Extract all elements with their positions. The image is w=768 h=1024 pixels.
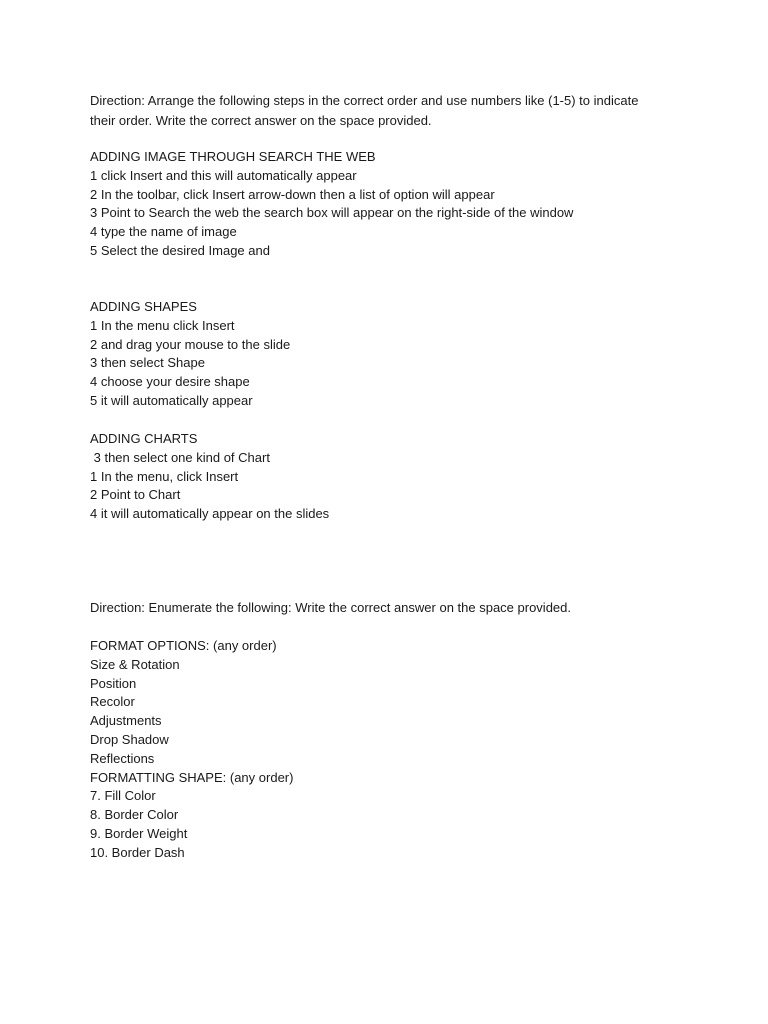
section-heading: ADDING CHARTS [90, 431, 198, 446]
direction-2-text: Direction: Enumerate the following: Write the correct answer on the space provided. [90, 600, 571, 615]
list-item: 4 type the name of image [90, 224, 237, 240]
list-item: Reflections [90, 750, 155, 766]
list-item: 7. Fill Color [90, 788, 156, 804]
list-item: 1 In the menu, click Insert [90, 468, 239, 484]
list-item: Adjustments [90, 713, 162, 729]
section-heading: ADDING IMAGE THROUGH SEARCH THE WEB [90, 149, 376, 164]
section-heading: FORMAT OPTIONS: (any order) [90, 638, 277, 653]
direction-1-line-1: Direction: Arrange the following steps in the correct order and use numbers like (1-5) to indicate [90, 93, 639, 108]
section-adding-charts [90, 430, 690, 524]
section-subheading: FORMATTING SHAPE: (any order) [90, 769, 294, 785]
list-item: 3 then select Shape [90, 355, 205, 371]
list-item: 10. Border Dash [90, 844, 185, 860]
direction-1-line-2: their order. Write the correct answer on the space provided. [90, 112, 432, 128]
list-item: 4 choose your desire shape [90, 374, 250, 390]
list-item: 5 Select the desired Image and [90, 242, 270, 258]
list-item: Drop Shadow [90, 731, 169, 747]
list-item: Size & Rotation [90, 656, 180, 672]
list-item: 1 In the menu click Insert [90, 317, 235, 333]
section-adding-shapes [90, 298, 690, 411]
list-item: 3 Point to Search the web the search box will appear on the right-side of the window [90, 205, 574, 221]
list-item: Position [90, 675, 137, 691]
section-heading: ADDING SHAPES [90, 299, 197, 314]
list-item: 5 it will automatically appear [90, 392, 253, 408]
direction-paragraph-2 [90, 599, 690, 618]
list-item: 2 and drag your mouse to the slide [90, 336, 291, 352]
list-item: 9. Border Weight [90, 825, 188, 841]
list-item: 2 In the toolbar, click Insert arrow-down then a list of option will appear [90, 186, 495, 202]
list-item: Recolor [90, 694, 135, 710]
section-adding-image [90, 148, 690, 261]
list-item: 1 click Insert and this will automatically appear [90, 167, 357, 183]
section-format-options [90, 637, 690, 863]
list-item: 3 then select one kind of Chart [90, 449, 270, 465]
list-item: 8. Border Color [90, 807, 179, 823]
list-item: 4 it will automatically appear on the slides [90, 506, 330, 522]
list-item: 2 Point to Chart [90, 487, 181, 503]
direction-paragraph-1 [90, 91, 690, 130]
